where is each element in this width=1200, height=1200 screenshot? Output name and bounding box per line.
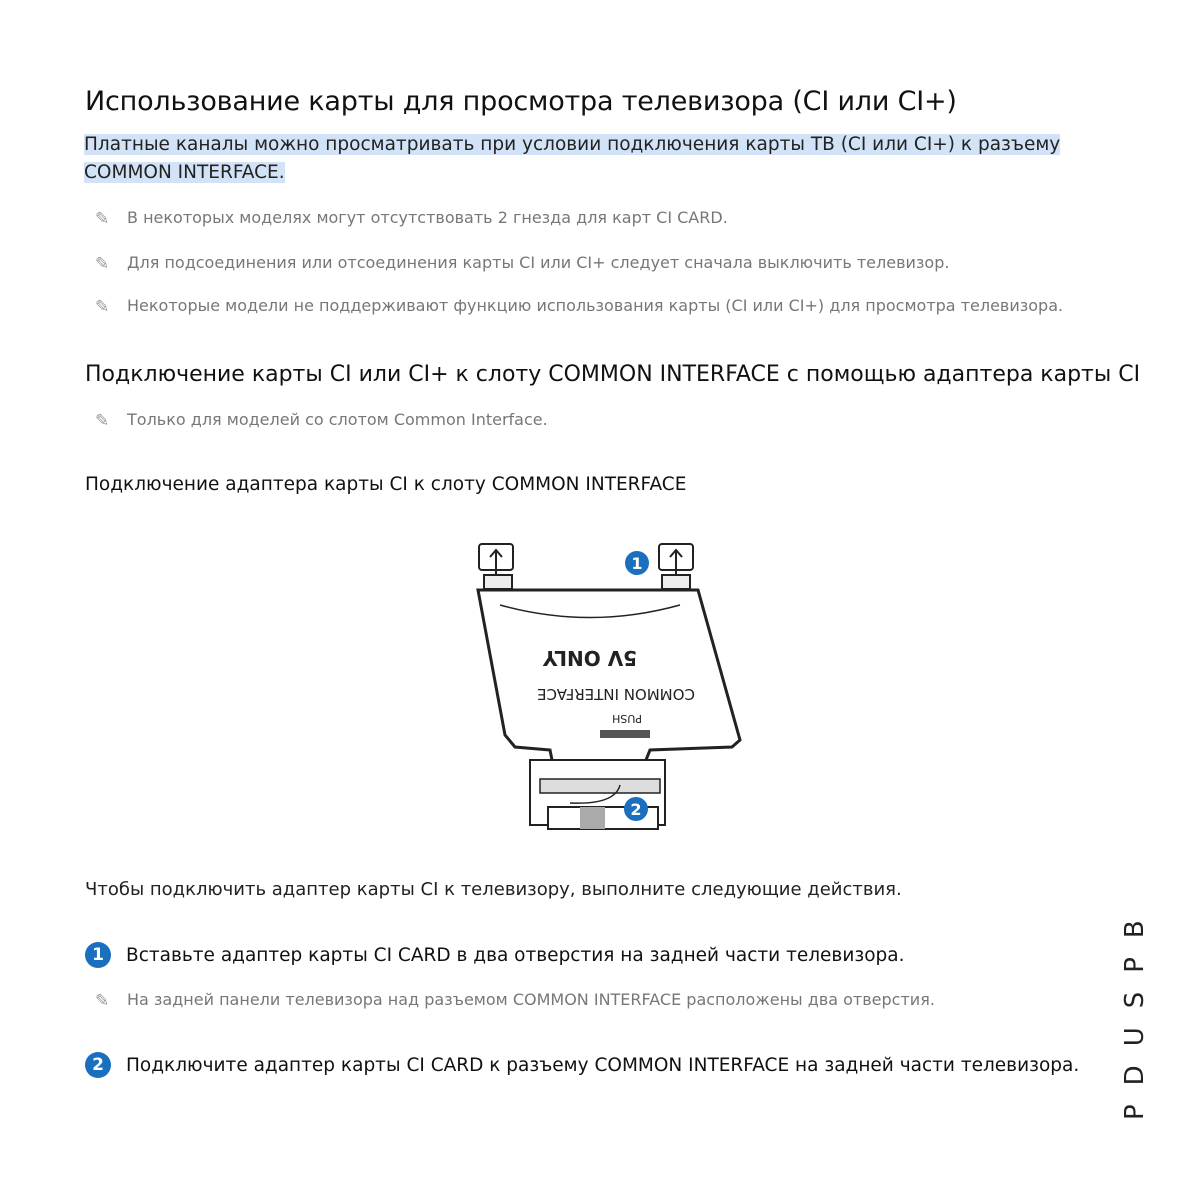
note [95, 253, 949, 272]
step-number-badge: 2 [85, 1052, 111, 1078]
subsection-title: Подключение адаптера карты CI к слоту COMMON INTERFACE [85, 474, 687, 495]
note [95, 990, 935, 1009]
note [95, 208, 728, 227]
ci-adapter-illustration [470, 535, 760, 835]
label-5v-only: 5V ONLY [542, 646, 638, 670]
step-1 [85, 942, 904, 968]
note-text: На задней панели телевизора над разъемом COMMON INTERFACE расположены два отверстия. [127, 990, 935, 1009]
arrow-up-icon [490, 550, 682, 575]
section-title: Подключение карты CI или CI+ к слоту COMMON INTERFACE с помощью адаптера карты CI [85, 362, 1141, 387]
step-2 [85, 1052, 1079, 1078]
marker-2: 2 [630, 800, 642, 819]
pencil-icon: ✎ [95, 208, 110, 229]
step-text: Подключите адаптер карты CI CARD к разъему COMMON INTERFACE на задней части телевизора. [126, 1054, 1080, 1076]
intro-text: Чтобы подключить адаптер карты CI к телевизору, выполните следующие действия. [85, 879, 902, 900]
note [95, 296, 1063, 315]
lead-paragraph [84, 131, 1114, 187]
pencil-icon: ✎ [95, 296, 110, 317]
marker-1: 1 [631, 554, 643, 573]
note-text: Только для моделей со слотом Common Interface. [127, 410, 548, 429]
step-number-badge: 1 [85, 942, 111, 968]
note-text: Для подсоединения или отсоединения карты CI или CI+ следует сначала выключить телевизор. [127, 253, 950, 272]
highlighted-text: Платные каналы можно просматривать при условии подключения карты ТВ (CI или CI+) к разъему COMMON INTERFACE. [84, 134, 1061, 183]
watermark: PDUSPB [1120, 901, 1150, 1120]
note [95, 410, 548, 429]
label-push: PUSH [612, 712, 642, 725]
page-title: Использование карты для просмотра телевизора (CI или CI+) [85, 86, 957, 117]
pencil-icon: ✎ [95, 253, 110, 274]
pencil-icon: ✎ [95, 990, 110, 1011]
step-text: Вставьте адаптер карты CI CARD в два отверстия на задней части телевизора. [126, 944, 905, 966]
note-text: Некоторые модели не поддерживают функцию использования карты (CI или CI+) для просмотра телевизора. [127, 296, 1064, 315]
note-text: В некоторых моделях могут отсутствовать 2 гнезда для карт CI CARD. [127, 208, 728, 227]
label-common-interface: COMMON INTERFACE [537, 685, 695, 703]
pencil-icon: ✎ [95, 410, 110, 431]
